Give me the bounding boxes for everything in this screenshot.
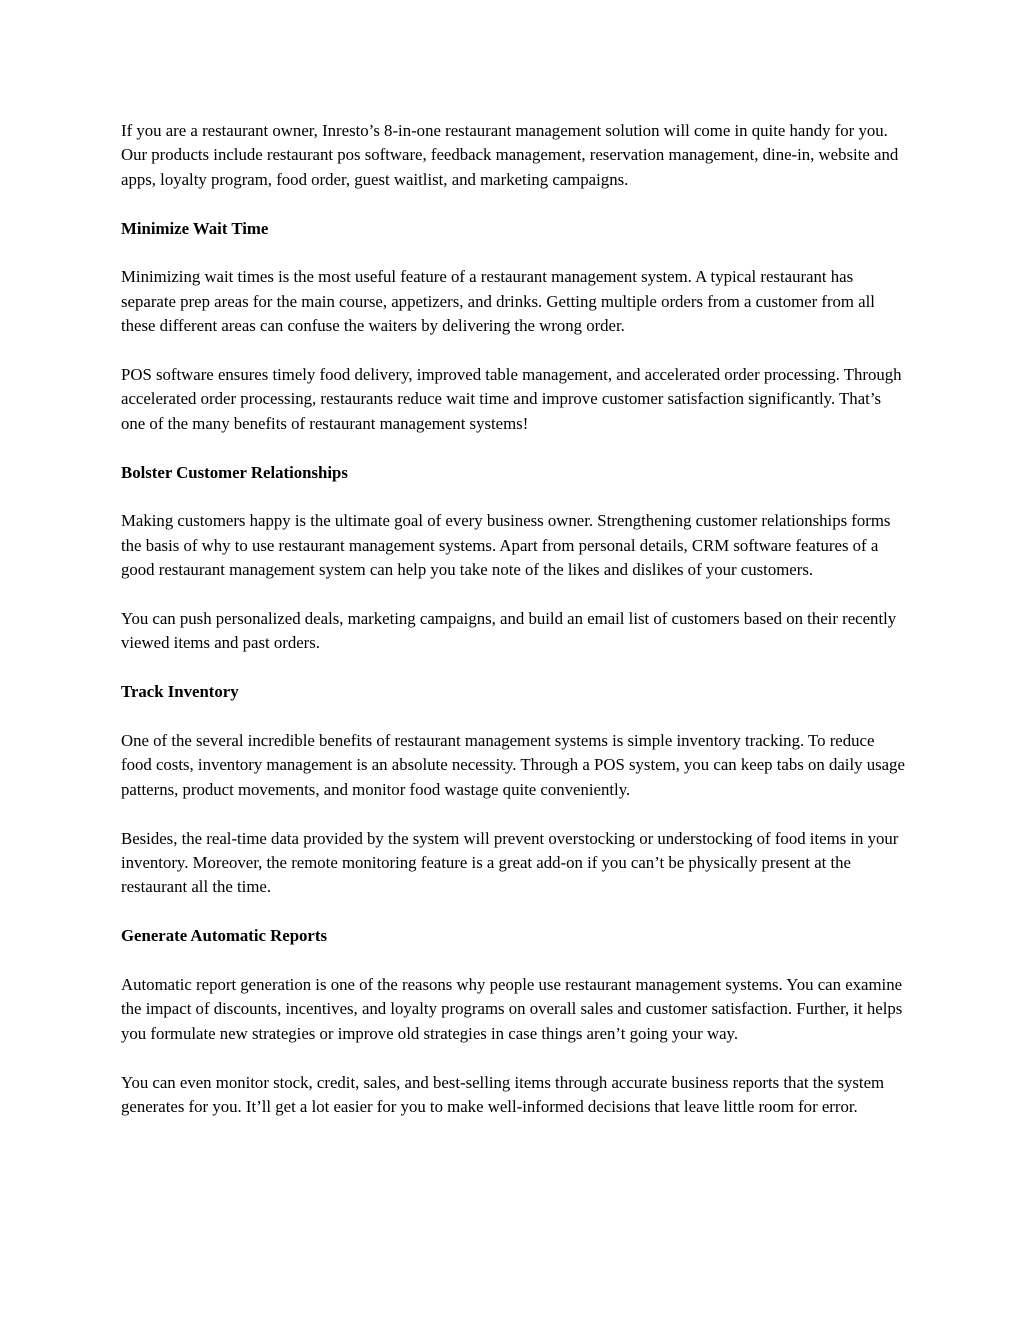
- paragraph: Besides, the real-time data provided by the system will prevent overstocking or understocking of food items in your inventory. Moreover, the remote monitoring feature is a great add-on if you can’t be physically present at the restaurant all the time.: [121, 828, 899, 897]
- section-heading-track-inventory: Track Inventory: [121, 682, 239, 702]
- section-heading-minimize-wait-time: Minimize Wait Time: [121, 218, 269, 238]
- section-heading-generate-automatic-reports: Generate Automatic Reports: [121, 926, 327, 946]
- paragraph: POS software ensures timely food delivery, improved table management, and accelerated order processing. Through accelerated order processing, restaurants reduce wait time and improve customer satisfaction significantly. That’s one of the many benefits of restaurant management systems!: [121, 365, 902, 433]
- paragraph: Automatic report generation is one of the reasons why people use restaurant management systems. You can examine the impact of discounts, incentives, and loyalty programs on overall sales and customer satisfaction. Further, it helps you formulate new strategies or improve old strategies in case things aren’t going your way.: [121, 975, 903, 1043]
- paragraph: One of the several incredible benefits of restaurant management systems is simple inventory tracking. To reduce food costs, inventory management is an absolute necessity. Through a POS system, you can keep tabs on daily usage patterns, product movements, and monitor food wastage quite conveniently.: [121, 731, 905, 799]
- paragraph: Minimizing wait times is the most useful feature of a restaurant management system. A typical restaurant has separate prep areas for the main course, appetizers, and drinks. Getting multiple orders from a customer from all these different areas can confuse the waiters by delivering the wrong order.: [121, 267, 875, 336]
- paragraph: Making customers happy is the ultimate goal of every business owner. Strengthening customer relationships forms the basis of why to use restaurant management systems. Apart from personal details, CRM software features of a good restaurant management system can help you take note of the likes and dislikes of your customers.: [121, 511, 891, 580]
- paragraph: You can even monitor stock, credit, sales, and best-selling items through accurate business reports that the system generates for you. It’ll get a lot easier for you to make well-informed decisions that leave little room for error.: [121, 1072, 885, 1117]
- section-heading-bolster-customer-relationships: Bolster Customer Relationships: [121, 462, 348, 482]
- document-body: [121, 119, 907, 1144]
- paragraph: You can push personalized deals, marketing campaigns, and build an email list of customers based on their recently viewed items and past orders.: [121, 609, 897, 653]
- intro-paragraph: If you are a restaurant owner, Inresto’s 8-in-one restaurant management solution will come in quite handy for you. Our products include restaurant pos software, feedback management, reservation management, dine-in, website and apps, loyalty program, food order, guest waitlist, and marketing campaigns.: [121, 121, 899, 189]
